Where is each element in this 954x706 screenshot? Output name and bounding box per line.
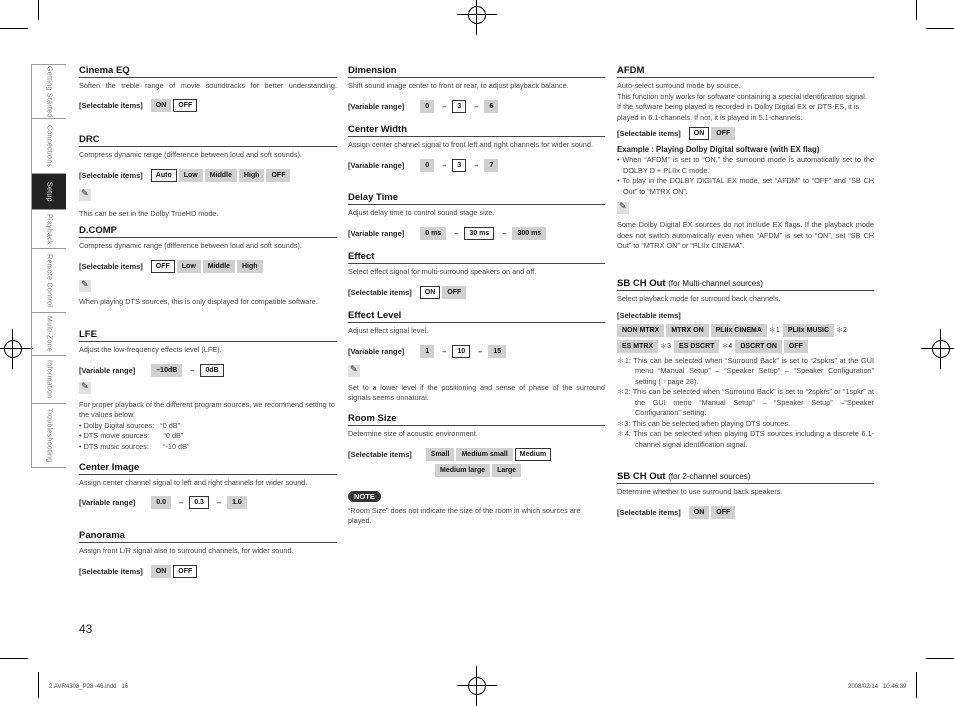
chapter-sidebar — [31, 64, 66, 468]
option-off[interactable]: OFF — [173, 565, 197, 578]
footnotes: ＊1: This can be selected when “Surround Back” is set to “2spkrs” at the GUI menu “Manual Setup” – “Speaker Setup” – “Speaker Configuration” setting (☞page 28). ＊2: This can be selected when “Surround Back” is set to “2spkrs” or “1spkr” at the GUI menu “Manual Setup” – “Speaker Setup” –“Speaker Configuration” setting. ＊3: This can be selected when playing DTS sources. ＊4: This can be selected when playing DTS sources including a discrete 6.1-channel signal identification signal. — [617, 355, 874, 449]
crop-mark — [916, 672, 917, 698]
option-high[interactable]: High — [239, 169, 265, 182]
selectable-items-row-2: ES MTRX ＊3 ES DSCRT ＊4 DSCRT ON OFF — [617, 340, 874, 353]
range-min: –10dB — [151, 364, 182, 377]
note: Set to a lower level if the positioning and sense of phase of the surround signals seems unnatural. — [348, 382, 605, 402]
heading: DRC — [79, 134, 337, 147]
crop-mark — [916, 0, 917, 20]
heading: D.COMP — [79, 225, 337, 238]
option-on[interactable]: ON — [151, 565, 172, 578]
description: Determine whether to use surround back speakers. — [617, 487, 783, 496]
option-off[interactable]: OFF — [173, 99, 197, 112]
pencil-icon — [348, 364, 605, 382]
option-mtrx-on[interactable]: MTRX ON — [666, 324, 708, 337]
option-medium-large[interactable]: Medium large — [435, 464, 490, 477]
section-lfe — [79, 329, 337, 452]
tab-multi-zone[interactable]: Multi-Zone — [32, 313, 66, 356]
note: For proper playback of the different program sources, we recommend setting to the values below. — [79, 399, 335, 419]
section-center-image — [79, 462, 337, 509]
range-default: 0.3 — [189, 496, 209, 509]
option-off[interactable]: OFF — [711, 506, 735, 519]
section-room-size — [348, 413, 605, 527]
variable-range: [Variable range] –10dB – 0dB — [79, 364, 337, 377]
section-drc — [79, 134, 337, 219]
option-on[interactable]: ON — [151, 99, 172, 112]
option-es-dscrt[interactable]: ES DSCRT — [674, 340, 719, 353]
heading: SB CH Out (for 2-channel sources) — [617, 471, 874, 484]
description: Determine size of acoustic environment. — [348, 429, 478, 438]
description: Soften the treble range of movie soundtracks for better understanding. — [79, 81, 337, 90]
description: Compress dynamic range (difference between loud and soft sounds). — [79, 241, 302, 250]
section-effect — [348, 251, 605, 299]
selectable-items: [Selectable items] Small Medium small Medium — [348, 448, 605, 461]
heading: Dimension — [348, 65, 605, 78]
range-max: 0dB — [200, 364, 223, 377]
bullet-list: • When “AFDM” is set to “ON,” the surround mode is automatically set to the DOLBY D + PLIIx C mode. • To play in the DOLBY DIGITAL EX mode, set “AFDM” to “OFF” and “SB CH Out” to “MTRX ON”. — [617, 155, 874, 196]
registration-mark — [927, 335, 954, 363]
description: Assign front L/R signal also to surround channels, for wider sound. — [79, 546, 294, 555]
heading: Center Width — [348, 124, 605, 137]
range-default: 3 — [452, 100, 466, 113]
crop-mark — [926, 658, 954, 659]
page-number: 43 — [79, 622, 93, 636]
tab-getting-started[interactable]: Getting Started — [32, 65, 66, 119]
variable-range: [Variable range] 1 – 10 – 15 — [348, 345, 605, 358]
option-medium[interactable]: Medium — [515, 448, 551, 461]
tab-information[interactable]: Information — [32, 356, 66, 404]
note: Some Dolby Digital EX sources do not include EX flags. If the playback mode does not switch automatically even when “AFDM” is set to “ON”, set “SB CH Out” to “MTRX ON” or “PLIIx CINEMA”. — [617, 220, 874, 250]
heading: AFDM — [617, 65, 874, 78]
tab-setup[interactable]: Setup — [32, 174, 66, 210]
footer-file-info: 2.AVR4308_P28~46.indd 16 — [49, 684, 129, 690]
description: This function only works for software containing a special identification signal. — [617, 91, 867, 101]
section-panorama — [79, 530, 337, 578]
description: If the software being played is recorded in Dolby Digital EX or DTS-ES, it is played in 6.1-channels. If not, it is played in 5.1-channels. — [617, 102, 860, 122]
option-non-mtrx[interactable]: NON MTRX — [617, 324, 664, 337]
tab-troubleshooting[interactable]: Troubleshooting — [45, 408, 53, 463]
range-min: 0.0 — [151, 496, 171, 509]
selectable-items: [Selectable items] ON OFF — [348, 286, 605, 299]
section-sb-ch-out-multi — [617, 278, 874, 450]
footer-timestamp: 2008/02/14 10:46:39 — [848, 684, 907, 690]
section-effect-level — [348, 310, 605, 404]
tab-playback[interactable]: Playback — [32, 210, 66, 249]
crop-mark — [0, 658, 28, 659]
option-off[interactable]: OFF — [711, 127, 735, 140]
selectable-items: [Selectable items] Auto Low Middle High OFF — [79, 169, 337, 182]
option-high[interactable]: High — [237, 260, 263, 273]
option-es-mtrx[interactable]: ES MTRX — [617, 340, 658, 353]
selectable-items: [Selectable items] OFF Low Middle High — [79, 260, 337, 273]
option-middle[interactable]: Middle — [203, 260, 235, 273]
option-dscrt-on[interactable]: DSCRT ON — [735, 340, 782, 353]
registration-mark — [463, 1, 491, 29]
description: Adjust the low-frequency effects level (LFE). — [79, 345, 222, 354]
option-on[interactable]: ON — [689, 127, 710, 140]
crop-mark — [38, 672, 39, 698]
section-cinema-eq — [79, 65, 337, 112]
variable-range: [Variable range] 0 ms – 30 ms – 300 ms — [348, 227, 605, 240]
option-medium-small[interactable]: Medium small — [456, 448, 512, 461]
description: Select effect signal for multi-surround speakers on and off. — [348, 267, 537, 276]
section-sb-ch-out-2ch — [617, 471, 874, 519]
variable-range: [Variable range] 0 – 3 – 6 — [348, 100, 605, 113]
option-on[interactable]: ON — [420, 286, 441, 299]
description: Assign center channel signal to left and right channels for wider sound. — [79, 478, 308, 487]
variable-range: [Variable range] 0 – 3 – 7 — [348, 159, 605, 172]
variable-range: [Variable range] 0.0 – 0.3 – 1.0 — [79, 496, 337, 509]
selectable-items: [Selectable items] ON OFF — [617, 506, 874, 519]
note-badge: NOTE — [348, 491, 381, 502]
option-off[interactable]: OFF — [442, 286, 466, 299]
description: Auto-select surround mode by source. — [617, 81, 741, 90]
heading: Effect Level — [348, 310, 605, 323]
description: Adjust effect signal level. — [348, 326, 429, 335]
selectable-items: [Selectable items] ON OFF — [617, 127, 874, 140]
pencil-icon — [617, 201, 874, 219]
range-max: 6 — [484, 100, 498, 113]
pencil-icon — [79, 188, 337, 206]
selectable-items: [Selectable items] ON OFF — [79, 99, 337, 112]
registration-mark — [0, 335, 27, 363]
option-off[interactable]: OFF — [151, 260, 175, 273]
crop-mark — [38, 0, 39, 20]
option-middle[interactable]: Middle — [205, 169, 237, 182]
registration-mark — [463, 672, 491, 700]
pencil-icon — [79, 381, 337, 399]
selectable-items: [Selectable items] ON OFF — [79, 565, 337, 578]
option-plIIx-cinema[interactable]: PLIIx CINEMA — [711, 324, 767, 337]
description: Select playback mode for surround back channels. — [617, 294, 781, 303]
note: This can be set in the Dolby TrueHD mode. — [79, 208, 219, 218]
section-afdm — [617, 65, 874, 252]
note: When playing DTS sources, this is only displayed for compatible software. — [79, 296, 318, 306]
option-off[interactable]: OFF — [784, 340, 808, 353]
bullet-list: • Dolby Digital sources: “0 dB” • DTS movie sources: “0 dB” • DTS music sources: “-10 dB” — [79, 420, 190, 451]
note: “Room Size” does not indicate the size of the room in which sources are played. — [348, 505, 581, 525]
crop-mark — [0, 28, 28, 29]
heading: Room Size — [348, 413, 605, 426]
option-low[interactable]: Low — [177, 260, 201, 273]
option-plIIx-music[interactable]: PLIIx MUSIC — [783, 324, 834, 337]
heading: SB CH Out (for Multi-channel sources) — [617, 278, 874, 291]
pencil-icon — [79, 279, 337, 297]
section-delay-time — [348, 192, 605, 240]
option-on[interactable]: ON — [689, 506, 710, 519]
heading: Cinema EQ — [79, 65, 337, 78]
tab-remote-control[interactable]: Remote Control — [32, 249, 66, 313]
tab-connections[interactable]: Connections — [32, 119, 66, 174]
crop-mark — [926, 28, 954, 29]
heading: Delay Time — [348, 192, 605, 205]
section-center-width — [348, 124, 605, 172]
option-off[interactable]: OFF — [266, 169, 290, 182]
description: Adjust delay time to control sound stage size. — [348, 208, 495, 217]
option-auto[interactable]: Auto — [151, 169, 177, 182]
example-heading: Example : Playing Dolby Digital software (with EX flag) — [617, 145, 820, 154]
range-min: 0 — [420, 100, 434, 113]
description: Assign center channel signal to front left and right channels for wider sound. — [348, 140, 593, 149]
heading: LFE — [79, 329, 337, 342]
heading: Effect — [348, 251, 605, 264]
selectable-items-row-2 — [348, 464, 605, 477]
selectable-label: [Selectable items] — [617, 310, 681, 320]
heading: Panorama — [79, 530, 337, 543]
selectable-items: NON MTRX MTRX ON PLIIx CINEMA ＊1 PLIIx MUSIC ＊2 — [617, 324, 874, 337]
description: Compress dynamic range (difference between loud and soft sounds). — [79, 150, 302, 159]
option-small[interactable]: Small — [426, 448, 455, 461]
range-max: 1.0 — [227, 496, 247, 509]
section-dimension — [348, 65, 605, 113]
heading: Center Image — [79, 462, 337, 475]
option-low[interactable]: Low — [179, 169, 203, 182]
section-dcomp — [79, 225, 337, 307]
description: Shift sound image center to front or rear, to adjust playback balance. — [348, 81, 569, 90]
option-large[interactable]: Large — [492, 464, 521, 477]
